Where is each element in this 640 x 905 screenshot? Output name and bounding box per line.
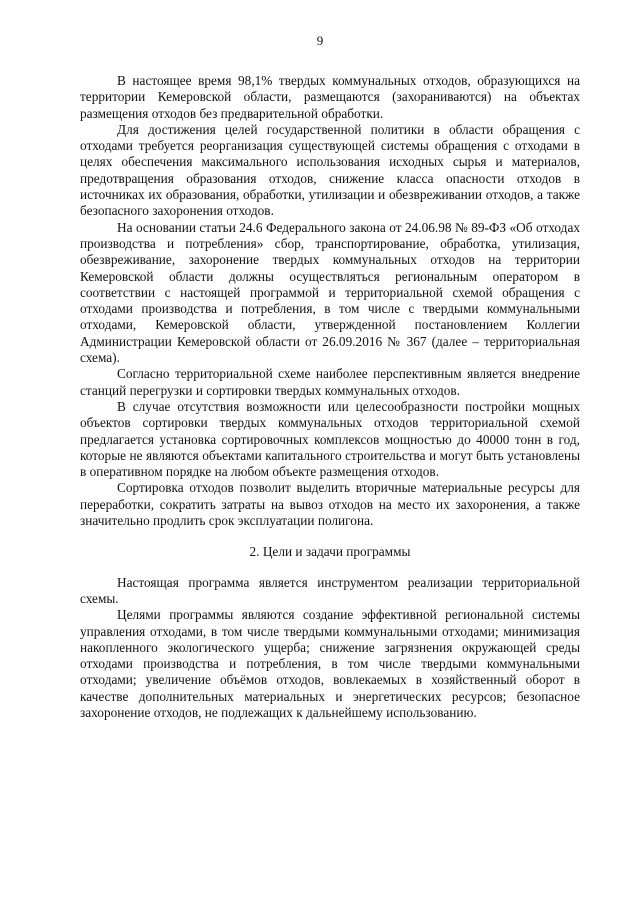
page-number: 9	[316, 33, 324, 48]
paragraph: Целями программы являются создание эффективной региональной системы управления отходами, в том числе твердыми коммунальными отходами; минимизация накопленного экологического ущерба; снижение загрязнения окружающей среды отходами производства и потребления, в том числе твердыми коммунальными отходами; увеличение объёмов отходов, вовлекаемых в хозяйственный оборот в качестве дополнительных материальных и энергетических ресурсов; безопасное захоронение отходов, не подлежащих к дальнейшему использованию.	[80, 607, 580, 720]
paragraph: Сортировка отходов позволит выделить вторичные материальные ресурсы для переработки, сократить затраты на вывоз отходов на место их захоронения, а также значительно продлить срок эксплуатации полигона.	[80, 480, 580, 529]
paragraph: Согласно территориальной схеме наиболее перспективным является внедрение станций перегрузки и сортировки твердых коммунальных отходов.	[80, 366, 580, 398]
document-body	[80, 73, 580, 721]
paragraph: В настоящее время 98,1% твердых коммунальных отходов, образующихся на территории Кемеровской области, размещаются (захораниваются) на объектах размещения отходов без предварительной обработки.	[80, 73, 580, 121]
paragraph: На основании статьи 24.6 Федерального закона от 24.06.98 № 89-ФЗ «Об отходах производства и потребления» сбор, транспортирование, обработка, утилизация, обезвреживание, захоронение твердых коммунальных отходов на территории Кемеровской области должны осуществляться региональным оператором в соответствии с настоящей программой и территориальной схемой обращения с отходами производства и потребления, в том числе с твердыми коммунальными отходами, Кемеровской области, утвержденной постановлением Коллегии Администрации Кемеровской области от 26.09.2016 № 367 (далее – территориальная схема).	[80, 219, 580, 366]
paragraph: В случае отсутствия возможности или целесообразности постройки мощных объектов сортировки твердых коммунальных отходов территориальной схемой предлагается установка сортировочных комплексов мощностью до 40000 тонн в год, которые не являются объектами капитального строительства и могут быть установлены в оперативном порядке на любом объекте размещения отходов.	[80, 398, 580, 480]
section-heading: 2. Цели и задачи программы	[249, 544, 411, 560]
paragraph: Настоящая программа является инструментом реализации территориальной схемы.	[80, 574, 580, 606]
paragraph: Для достижения целей государственной политики в области обращения с отходами требуется реорганизация существующей системы обращения с отходами в целях обеспечения максимального использования исходных сырья и материалов, предотвращения образования отходов, снижение класса опасности отходов в источниках их образования, обработки, утилизации и обезвреживании отходов, а также безопасного захоронения отходов.	[80, 121, 580, 219]
